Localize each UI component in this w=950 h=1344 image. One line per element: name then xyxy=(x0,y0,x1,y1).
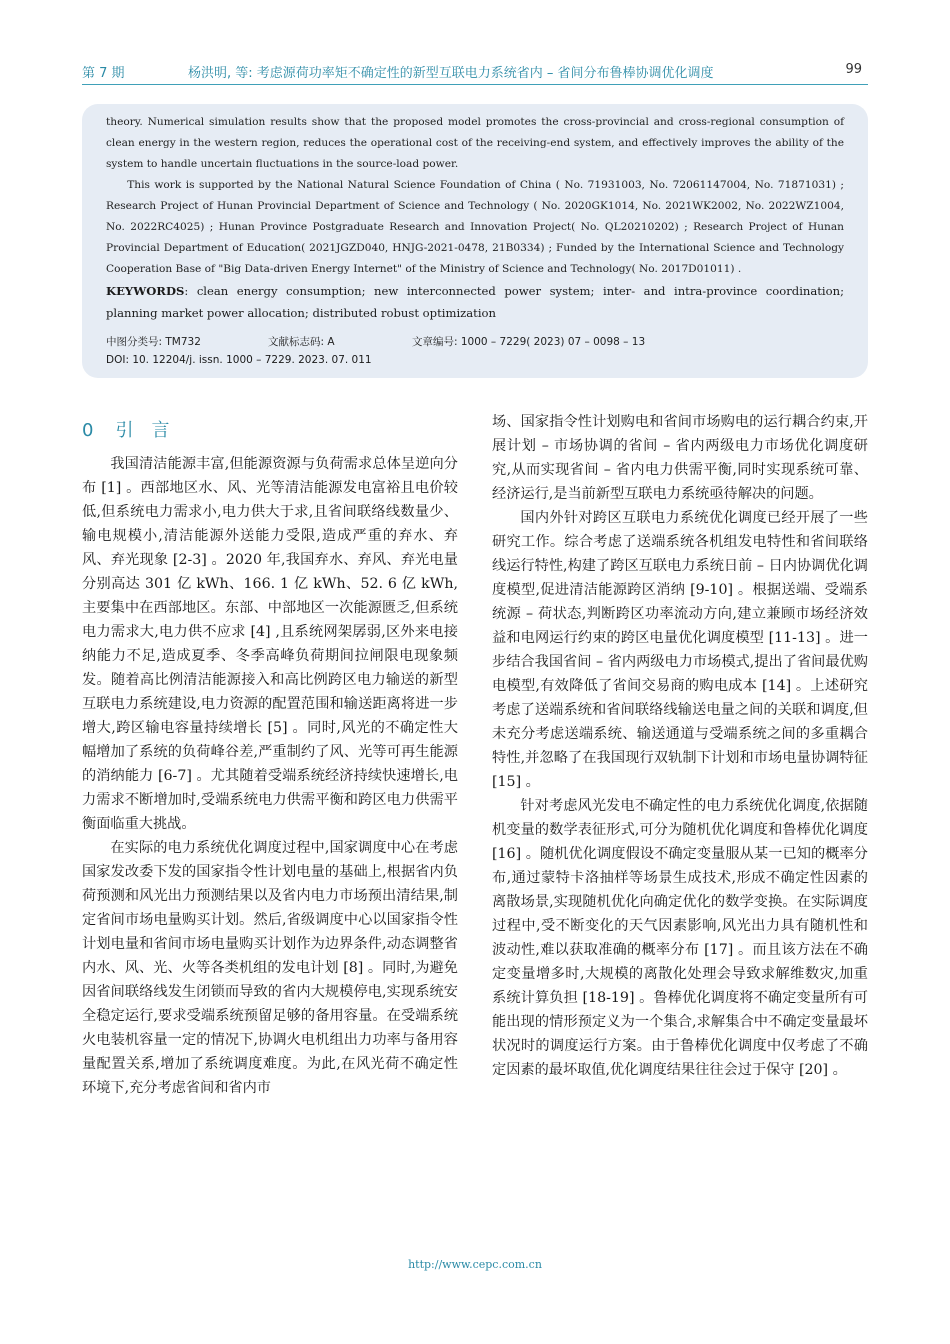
paragraph: 在实际的电力系统优化调度过程中,国家调度中心在考虑国家发改委下发的国家指令性计划电量的基础上,根据省内负荷预测和风光出力预测结果以及省内电力市场预出清结果,制定省间市场电量购买计划。然后,省级调度中心以国家指令性计划电量和省间市场电量购买计划作为边界条件,动态调整省内水、风、光、火等各类机组的发电计划 [8] 。同时,为避免因省间联络线发生闭锁而导致的省内大规模停电,实现系统安全稳定运行,要求受端系统预留足够的备用容量。在受端系统火电装机容量一定的情况下,协调火电机组出力功率与备用容量配置关系,增加了系统调度难度。为此,在风光荷不确定性环境下,充分考虑省间和省内市 xyxy=(82,840,458,1096)
paragraph: 国内外针对跨区互联电力系统优化调度已经开展了一些研究工作。综合考虑了送端系统各机组发电特性和省间联络线运行特性,构建了跨区互联电力系统日前 – 日内协调优化调度模型,促进清洁能源跨区消纳 [9-10] 。根据送端、受端系统源 – 荷状态,判断跨区功率流动方向,建立兼顾市场经济效益和电网运行约束的跨区电量优化调度模型 [11-13] 。进一步结合我国省间 – 省内两级电力市场模式,提出了省间最优购电模型,有效降低了省间交易商的购电成本 [14] 。上述研究考虑了送端系统和省间联络线输送电量之间的关联和调度,但未充分考虑送端系统、输送通道与受端系统之间的多重耦合特性,并忽略了在我国现行双轨制下计划和市场电量协调特征 [15] 。 xyxy=(492,510,868,790)
section-title: 引言 xyxy=(115,420,188,441)
footer-url: http://www.cepc.com.cn xyxy=(408,1258,542,1271)
abstract-text: theory. Numerical simulation results show that the proposed model promotes the cross-provincial and cross-regional consumption of clean energy in the western region, reduces the operational cost of the receiving-end system, and effectively improves the ability of the system to handle uncertain fluctuations in the source-load power. xyxy=(106,116,844,170)
left-column xyxy=(82,410,458,1100)
running-title: 杨洪明, 等: 考虑源荷功率矩不确定性的新型互联电力系统省内 – 省间分布鲁棒协调优化调度 xyxy=(188,66,714,81)
keywords-label: KEYWORDS xyxy=(106,284,185,298)
section-number: 0 xyxy=(82,420,94,441)
document-code: 文献标志码: A xyxy=(268,336,335,348)
doi-row xyxy=(106,352,844,372)
classification-row xyxy=(106,332,844,352)
running-header xyxy=(82,58,868,85)
paragraph: 我国清洁能源丰富,但能源资源与负荷需求总体呈逆向分布 [1] 。西部地区水、风、光等清洁能源发电富裕且电价较低,但系统电力需求小,电力供大于求,且省间联络线数量少、输电规模小,清洁能源外送能力受限,造成严重的弃水、弃风、弃光现象 [2-3] 。2020 年,我国弃水、弃风、弃光电量分别高达 301 亿 kWh、166. 1 亿 kWh、52. 6 亿 kWh,主要集中在西部地区。东部、中部地区一次能源匮乏,但系统电力需求大,电力供不应求 [4] ,且系统网架孱弱,区外来电接纳能力不足,造成夏季、冬季高峰负荷期间拉闸限电现象频发。随着高比例清洁能源接入和高比例跨区电力输送的新型互联电力系统建设,电力资源的配置范围和输送距离将进一步增大,跨区输电容量持续增长 [5] 。同时,风光的不确定性大幅增加了系统的负荷峰谷差,严重制约了风、光等可再生能源的消纳能力 [6-7] 。尤其随着受端系统经济持续快速增长,电力需求不断增加时,受端系统电力供需平衡和跨区电力供需平衡面临重大挑战。 xyxy=(82,456,458,832)
article-number: 文章编号: 1000 – 7229( 2023) 07 – 0098 – 13 xyxy=(412,336,646,348)
section-heading xyxy=(82,416,458,442)
right-column xyxy=(492,410,868,1082)
keywords-list: : clean energy consumption; new interconnected power system; inter- and intra-province coordination; planning market power allocation; distributed robust optimization xyxy=(106,284,844,320)
clc-number: 中图分类号: TM732 xyxy=(106,336,201,348)
abstract-box xyxy=(82,104,868,378)
keywords xyxy=(106,280,844,324)
funding-text: This work is supported by the National Natural Science Foundation of China ( No. 71931003, No. 72061147004, No. 71871031) ; Research Project of Hunan Provincial Department of Science and Technology ( No. 2020GK1014, No. 2021WK2002, No. 2022WZ1004, No. 2022RC4025) ; Hunan Province Postgraduate Research and Innovation Project( No. QL20210202) ; Research Project of Hunan Provincial Department of Education( 2021JGZD040, HNJG-2021-0478, 21B0334) ; Funded by the International Science and Technology Cooperation Base of "Big Data-driven Energy Internet" of the Ministry of Science and Technology( No. 2017D01011) . xyxy=(106,179,844,275)
issue-label: 第 7 期 xyxy=(82,66,125,81)
page-number: 99 xyxy=(845,62,862,77)
doi: DOI: 10. 12204/j. issn. 1000 – 7229. 2023. 07. 011 xyxy=(106,354,372,366)
paragraph: 场、国家指令性计划购电和省间市场购电的运行耦合约束,开展计划 – 市场协调的省间 – 省内两级电力市场优化调度研究,从而实现省间 – 省内电力供需平衡,同时实现系统可靠、经济运行,是当前新型互联电力系统亟待解决的问题。 xyxy=(492,414,868,502)
paragraph: 针对考虑风光发电不确定性的电力系统优化调度,依据随机变量的数学表征形式,可分为随机优化调度和鲁棒优化调度 [16] 。随机优化调度假设不确定变量服从某一已知的概率分布,通过蒙特卡洛抽样等场景生成技术,形成不确定性因素的离散场景,实现随机优化向确定优化的数学变换。在实际调度过程中,受不断变化的天气因素影响,风光出力具有随机性和波动性,难以获取准确的概率分布 [17] 。而且该方法在不确定变量增多时,大规模的离散化处理会导致求解维数灾,加重系统计算负担 [18-19] 。鲁棒优化调度将不确定变量所有可能出现的情形预定义为一个集合,求解集合中不确定变量最坏状况时的调度运行方案。由于鲁棒优化调度中仅考虑了不确定因素的最坏取值,优化调度结果往往会过于保守 [20] 。 xyxy=(492,798,868,1078)
